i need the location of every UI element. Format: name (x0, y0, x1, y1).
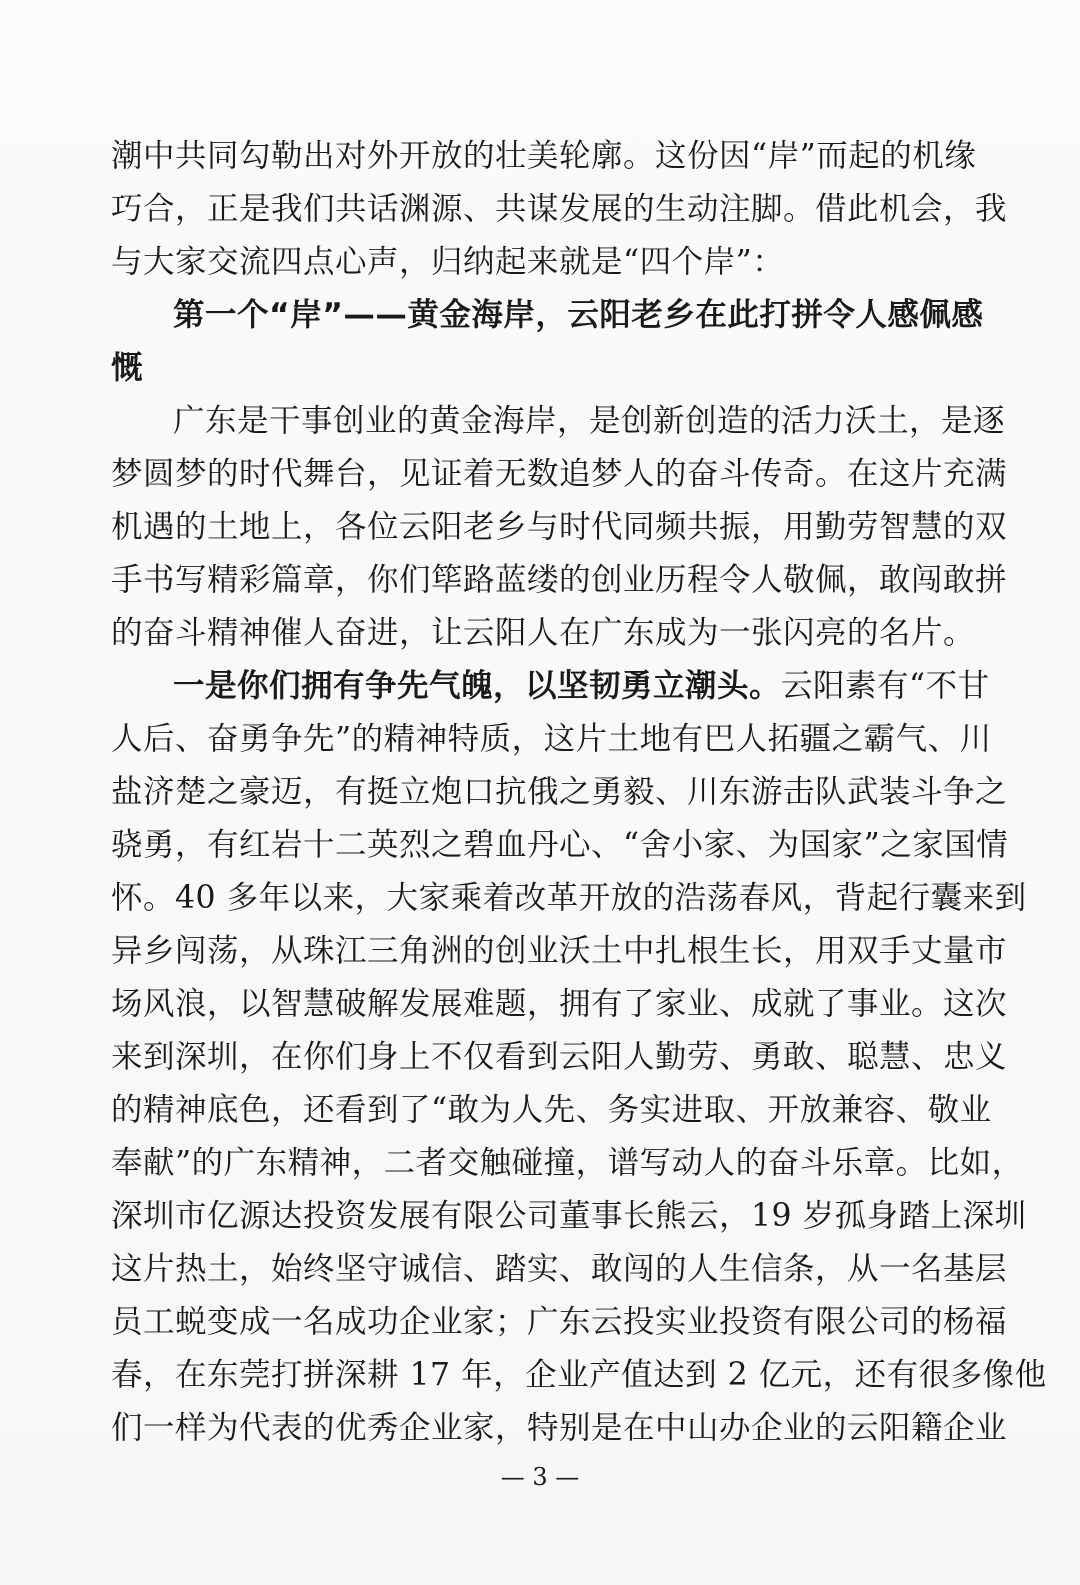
text-line: 潮中共同勾勒出对外开放的壮美轮廓。这份因“岸”而起的机缘 (111, 138, 977, 174)
text-line: 奉献”的广东精神，二者交触碰撞，谱写动人的奋斗乐章。比如， (111, 1145, 1024, 1181)
text-line: 场风浪，以智慧破解发展难题，拥有了家业、成就了事业。这次 (111, 986, 1008, 1022)
text-line: 机遇的土地上，各位云阳老乡与时代同频共振，用勤劳智慧的双 (111, 509, 1008, 545)
text-line: 们一样为代表的优秀企业家，特别是在中山办企业的云阳籍企业 (111, 1410, 1008, 1446)
section-heading-continued: 慨 (111, 350, 144, 386)
text-line: 深圳市亿源达投资发展有限公司董事长熊云，19 岁孤身踏上深圳 (111, 1198, 1027, 1234)
body-text (111, 130, 1047, 1455)
text-line: 春，在东莞打拼深耕 17 年，企业产值达到 2 亿元，还有很多像他 (111, 1357, 1047, 1393)
text-line: 来到深圳，在你们身上不仅看到云阳人勤劳、勇敢、聪慧、忠义 (111, 1039, 1008, 1075)
section-heading: 第一个“岸”——黄金海岸，云阳老乡在此打拼令人感佩感 (173, 297, 984, 333)
page-number: — 3 — (500, 1463, 580, 1491)
text-line: 人后、奋勇争先”的精神特质，这片土地有巴人拓疆之霸气、川 (111, 721, 992, 757)
text-line: 这片热土，始终坚守诚信、踏实、敢闯的人生信条，从一名基层 (111, 1251, 1008, 1287)
text-line: 员工蜕变成一名成功企业家；广东云投实业投资有限公司的杨福 (111, 1304, 1008, 1340)
paragraph-start (111, 660, 990, 713)
bold-lead-sentence: 一是你们拥有争先气魄，以坚韧勇立潮头。 (173, 668, 782, 704)
text-line: 异乡闯荡，从珠江三角洲的创业沃土中扎根生长，用双手丈量市 (111, 933, 1008, 969)
text-line: 怀。40 多年以来，大家乘着改革开放的浩荡春风，背起行囊来到 (111, 880, 1027, 916)
text-line: 手书写精彩篇章，你们筚路蓝缕的创业历程令人敬佩，敢闯敢拼 (111, 562, 1008, 598)
text-line: 的奋斗精神催人奋进，让云阳人在广东成为一张闪亮的名片。 (111, 615, 976, 651)
text-run: 云阳素有“不甘 (781, 668, 990, 704)
text-line: 与大家交流四点心声，归纳起来就是“四个岸”： (111, 244, 785, 280)
text-line: 梦圆梦的时代舞台，见证着无数追梦人的奋斗传奇。在这片充满 (111, 456, 1008, 492)
text-line: 盐济楚之豪迈，有挺立炮口抗俄之勇毅、川东游击队武装斗争之 (111, 774, 1008, 810)
text-line: 巧合，正是我们共话渊源、共谋发展的生动注脚。借此机会，我 (111, 191, 1008, 227)
text-line: 骁勇，有红岩十二英烈之碧血丹心、“舍小家、为国家”之家国情 (111, 827, 1009, 863)
text-line: 的精神底色，还看到了“敢为人先、务实进取、开放兼容、敬业 (111, 1092, 992, 1128)
paragraph-start: 广东是干事创业的黄金海岸，是创新创造的活力沃土，是逐 (173, 403, 1006, 439)
